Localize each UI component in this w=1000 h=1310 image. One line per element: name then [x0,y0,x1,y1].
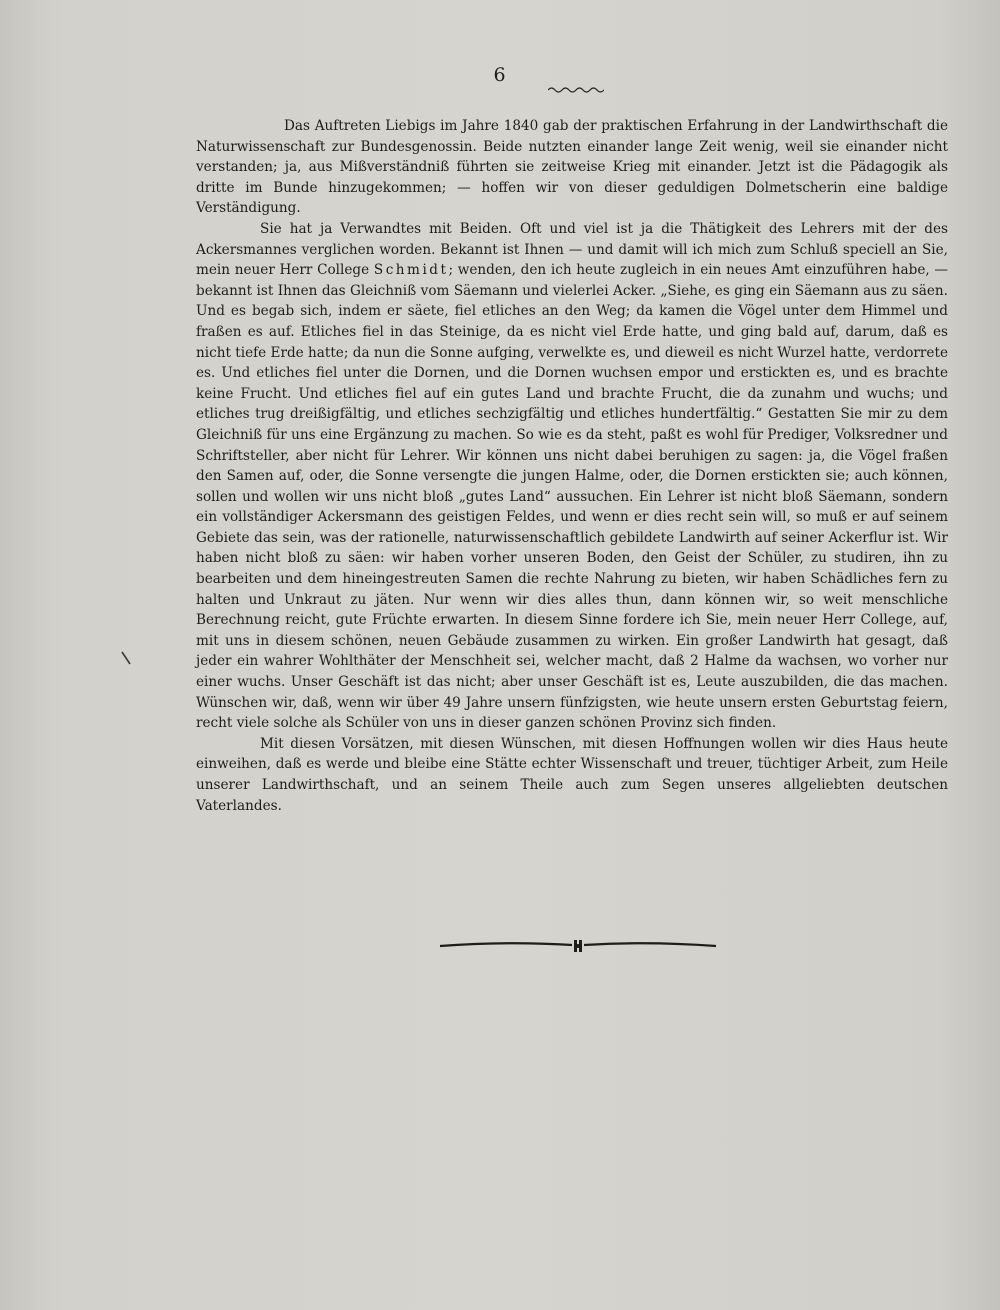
paragraph [196,734,948,816]
paragraph [196,219,948,734]
margin-pencil-mark [120,651,132,665]
page-number-wave-ornament [548,86,604,94]
spaced-name: Schmidt [373,262,449,279]
end-divider-ornament [438,936,718,956]
paragraph [196,116,948,219]
text-run: Sie hat ja Verwandtes mit Beiden. Oft und viel ist ja die Thätigkeit des Lehrers mit der des Ackersmannes verglichen worden. Bekannt ist Ihnen — und damit will ich mich zum Schluß speciell an Sie, mein neuer Herr College [196,220,948,279]
text-run: Das Auftreten Liebigs im Jahre 1840 gab der praktischen Erfahrung in der Landwirthschaft die Naturwissenschaft zur Bundesgenossin. Beide nutzten einander lange Zeit wenig, weil sie einander nicht verstanden; ja, aus Mißverständniß führten sie zeitweise Krieg mit einander. Jetzt ist die Pädagogik als dritte im Bunde hinzugekommen; — hoffen wir von dieser geduldigen Dolmetscherin eine baldige Verständigung. [196,118,948,217]
text-run: ; wenden, den ich heute zugleich in ein neues Amt einzuführen habe, — bekannt ist Ihnen das Gleichniß vom Säemann und vielerlei Acker. „Siehe, es ging ein Säemann aus zu säen. Und es begab sich, indem er säete, fiel etliches an den Weg; da kamen die Vögel unter dem Himmel und fraßen es auf. Etliches fiel in das Steinige, da es nicht viel Erde hatte, und ging bald auf, darum, daß es nicht tiefe Erde hatte; da nun die Sonne aufging, verwelkte es, und dieweil es nicht Wurzel hatte, verdorrete es. Und etliches fiel unter die Dornen, und die Dornen wuchsen empor und erstickten es, und es brachte keine Frucht. Und etliches fiel auf ein gutes Land und brachte Frucht, die da zunahm und wuchs; und etliches trug dreißigfältig, und etliches sechzigfältig und etliches hundertfältig.“ Gestatten Sie mir zu dem Gleichniß für uns eine Ergänzung zu machen. So wie es da steht, paßt es wohl für Prediger, Volksredner und Schriftsteller, aber nicht für Lehrer. Wir können uns nicht dabei beruhigen zu sagen: ja, die Vögel fraßen den Samen auf, oder, die Sonne versengte die jungen Halme, oder, die Dornen erstickten sie; auch können, sollen und wollen wir uns nicht bloß „gutes Land“ aussuchen. Ein Lehrer ist nicht bloß Säemann, sondern ein vollständiger Ackersmann des geistigen Feldes, und wenn er dies recht sein will, so muß er auf seinem Gebiete das sein, was der rationelle, naturwissenschaftlich gebildete Landwirth auf seiner Ackerflur ist. Wir haben nicht bloß zu säen: wir haben vorher unseren Boden, den Geist der Schüler, zu studiren, ihn zu bearbeiten und dem hineingestreuten Samen die rechte Nahrung zu bieten, wir haben Schädliches fern zu halten und Unkraut zu jäten. Nur wenn wir dies alles thun, dann können wir, so weit menschliche Berechnung reicht, gute Früchte erwarten. In diesem Sinne fordere ich Sie, mein neuer Herr College, auf, mit uns in diesem schönen, neuen Gebäude zusammen zu wirken. Ein großer Landwirth hat gesagt, daß jeder ein wahrer Wohlthäter der Menschheit sei, welcher macht, daß 2 Halme da wachsen, wo vorher nur einer wuchs. Unser Geschäft ist das nicht; aber unser Geschäft ist es, Leute auszubilden, die das machen. Wünschen wir, daß, wenn wir über 49 Jahre unsern fünfzigsten, wie heute unsern ersten Geburtstag feiern, recht viele solche als Schüler von uns in dieser ganzen schönen Provinz sich finden. [196,262,949,732]
text-run: Mit diesen Vorsätzen, mit diesen Wünschen, mit diesen Hoffnungen wollen wir dies Haus heute einweihen, daß es werde und bleibe eine Stätte echter Wissenschaft und treuer, tüchtiger Arbeit, zum Heile unserer Landwirthschaft, und an seinem Theile auch zum Segen unseres allgeliebten deutschen Vaterlandes. [196,735,948,814]
body-text [196,116,948,816]
page-number: 6 [493,64,507,86]
